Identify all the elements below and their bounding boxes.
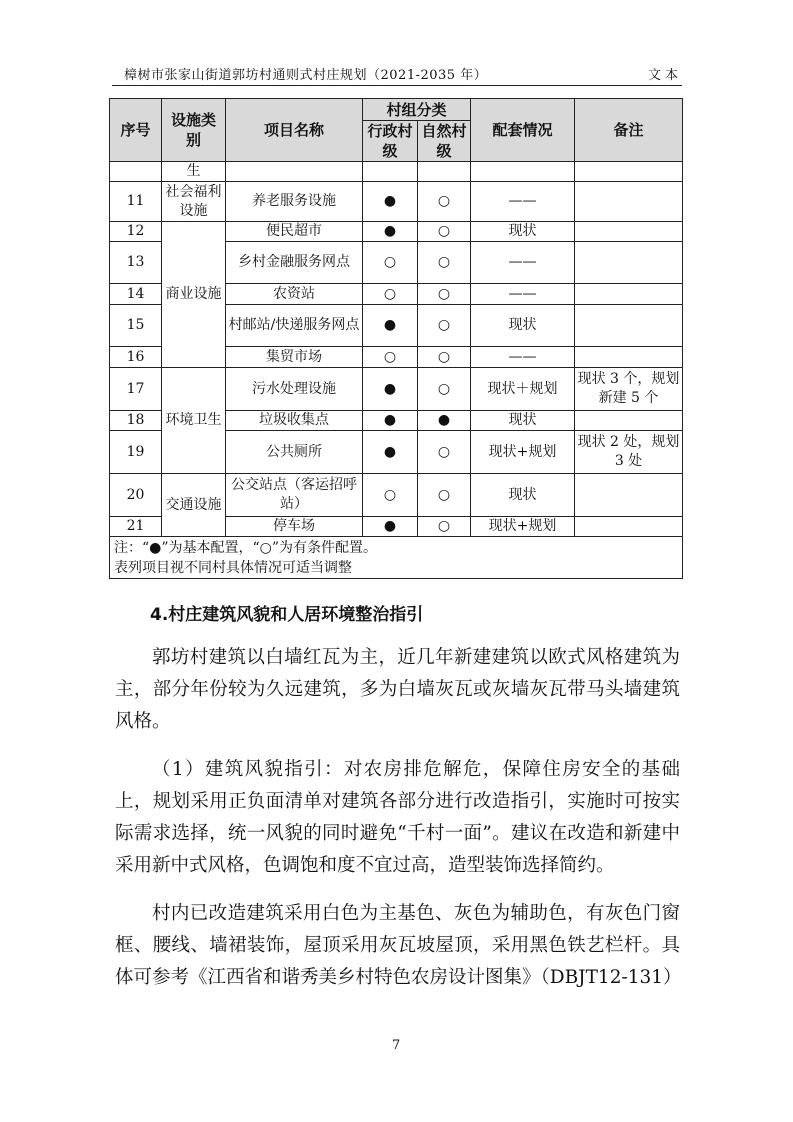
- cell-remark: [575, 517, 683, 537]
- page-number: 7: [392, 1038, 401, 1053]
- cell-support: ——: [471, 182, 575, 222]
- cell-name: 公共厕所: [226, 431, 363, 474]
- cell-index: 13: [110, 242, 162, 284]
- header-admin: 行政村级: [363, 121, 418, 162]
- cell-index: 18: [110, 411, 162, 431]
- cell-remark: [575, 411, 683, 431]
- cell-index: 20: [110, 474, 162, 517]
- cell-index: 12: [110, 222, 162, 242]
- cell-natural: ○: [418, 222, 471, 242]
- cell-natural: ○: [418, 242, 471, 284]
- cell-index: 16: [110, 347, 162, 368]
- cell-support: 现状: [471, 305, 575, 347]
- header-remark: 备注: [575, 99, 683, 162]
- table-row: [110, 162, 683, 182]
- cell-support: 现状: [471, 222, 575, 242]
- cell-natural: ○: [418, 284, 471, 305]
- cell-natural: ●: [418, 411, 471, 431]
- cell-name: 垃圾收集点: [226, 411, 363, 431]
- cell-index: 14: [110, 284, 162, 305]
- cell-name: [226, 162, 363, 182]
- table-row: [110, 474, 683, 517]
- cell-support: 现状+规划: [471, 431, 575, 474]
- cell-remark: 现状 3 个，规划新建 5 个: [575, 368, 683, 411]
- cell-name: 村邮站/快递服务网点: [226, 305, 363, 347]
- cell-admin: ○: [363, 242, 418, 284]
- cell-name: 集贸市场: [226, 347, 363, 368]
- cell-remark: [575, 284, 683, 305]
- cell-index: 15: [110, 305, 162, 347]
- section-title: 4.村庄建筑风貌和人居环境整治指引: [150, 605, 424, 625]
- header-name: 项目名称: [226, 99, 363, 162]
- cell-name: 养老服务设施: [226, 182, 363, 222]
- cell-remark: [575, 222, 683, 242]
- table-note-line-2: 表列项目视不同村具体情况可适当调整: [114, 559, 352, 576]
- cell-natural: ○: [418, 517, 471, 537]
- cell-support: 现状＋规划: [471, 368, 575, 411]
- table-row: [110, 222, 683, 242]
- cell-category: 环境卫生: [162, 368, 226, 474]
- document-header-title: 樟树市张家山街道郭坊村通则式村庄规划（2021-2035 年）: [124, 68, 488, 83]
- paragraph-2: （1）建筑风貌指引：对农房排危解危，保障住房安全的基础上，规划采用正负面清单对建筑各部分进行改造指引，实施时可按实际需求选择，统一风貌的同时避免“千村一面”。建议在改造和新建中采用新中式风格，色调饱和度不宜过高，造型装饰选择简约。: [115, 759, 680, 876]
- cell-natural: ○: [418, 474, 471, 517]
- document-header-label: 文本: [648, 68, 683, 83]
- cell-name: 停车场: [226, 517, 363, 537]
- cell-admin: ●: [363, 411, 418, 431]
- cell-admin: ●: [363, 222, 418, 242]
- paragraph-1: 郭坊村建筑以白墙红瓦为主，近几年新建建筑以欧式风格建筑为主，部分年份较为久远建筑，多为白墙灰瓦或灰墙灰瓦带马头墙建筑风格。: [115, 647, 680, 732]
- table-note-line-1: 注：“●”为基本配置，“○”为有条件配置。: [114, 539, 378, 556]
- cell-name: 污水处理设施: [226, 368, 363, 411]
- cell-category: 社会福利设施: [162, 182, 226, 222]
- cell-category: 生: [162, 162, 226, 182]
- cell-remark: [575, 162, 683, 182]
- cell-remark: [575, 242, 683, 284]
- cell-support: ——: [471, 347, 575, 368]
- table-note-row: [110, 537, 683, 579]
- cell-category: 商业设施: [162, 222, 226, 368]
- cell-admin: ○: [363, 347, 418, 368]
- cell-admin: ●: [363, 368, 418, 411]
- table-row: [110, 182, 683, 222]
- cell-support: ——: [471, 284, 575, 305]
- cell-support: 现状+规划: [471, 517, 575, 537]
- cell-admin: ●: [363, 182, 418, 222]
- table-note: [110, 537, 683, 579]
- facilities-table: [109, 98, 683, 579]
- cell-index: 17: [110, 368, 162, 411]
- cell-natural: ○: [418, 305, 471, 347]
- table-row: [110, 368, 683, 411]
- cell-name: 便民超市: [226, 222, 363, 242]
- cell-index: [110, 162, 162, 182]
- cell-remark: [575, 474, 683, 517]
- cell-admin: ●: [363, 305, 418, 347]
- cell-natural: ○: [418, 431, 471, 474]
- cell-natural: [418, 162, 471, 182]
- header-support: 配套情况: [471, 99, 575, 162]
- cell-remark: [575, 182, 683, 222]
- header-category: 设施类别: [162, 99, 226, 162]
- cell-admin: ○: [363, 474, 418, 517]
- cell-remark: 现状 2 处，规划 3 处: [575, 431, 683, 474]
- cell-index: 21: [110, 517, 162, 537]
- cell-category: 交通设施: [162, 474, 226, 537]
- cell-name: 公交站点（客运招呼站）: [226, 474, 363, 517]
- cell-remark: [575, 305, 683, 347]
- header-index: 序号: [110, 99, 162, 162]
- cell-name: 农资站: [226, 284, 363, 305]
- cell-support: [471, 162, 575, 182]
- paragraph-3: 村内已改造建筑采用白色为主基色、灰色为辅助色，有灰色门窗框、腰线、墙裙装饰，屋顶采用灰瓦坡屋顶，采用黑色铁艺栏杆。具体可参考《江西省和谐秀美乡村特色农房设计图集》（DBJT12-131）: [115, 903, 682, 988]
- cell-support: ——: [471, 242, 575, 284]
- header-divider: [112, 85, 682, 86]
- cell-admin: ○: [363, 284, 418, 305]
- cell-admin: ●: [363, 517, 418, 537]
- cell-admin: ●: [363, 431, 418, 474]
- cell-admin: [363, 162, 418, 182]
- cell-index: 11: [110, 182, 162, 222]
- cell-name: 乡村金融服务网点: [226, 242, 363, 284]
- cell-natural: ○: [418, 368, 471, 411]
- cell-index: 19: [110, 431, 162, 474]
- cell-remark: [575, 347, 683, 368]
- header-group: 村组分类: [363, 99, 471, 121]
- cell-natural: ○: [418, 347, 471, 368]
- cell-natural: ○: [418, 182, 471, 222]
- header-natural: 自然村级: [418, 121, 471, 162]
- cell-support: 现状: [471, 474, 575, 517]
- cell-support: 现状: [471, 411, 575, 431]
